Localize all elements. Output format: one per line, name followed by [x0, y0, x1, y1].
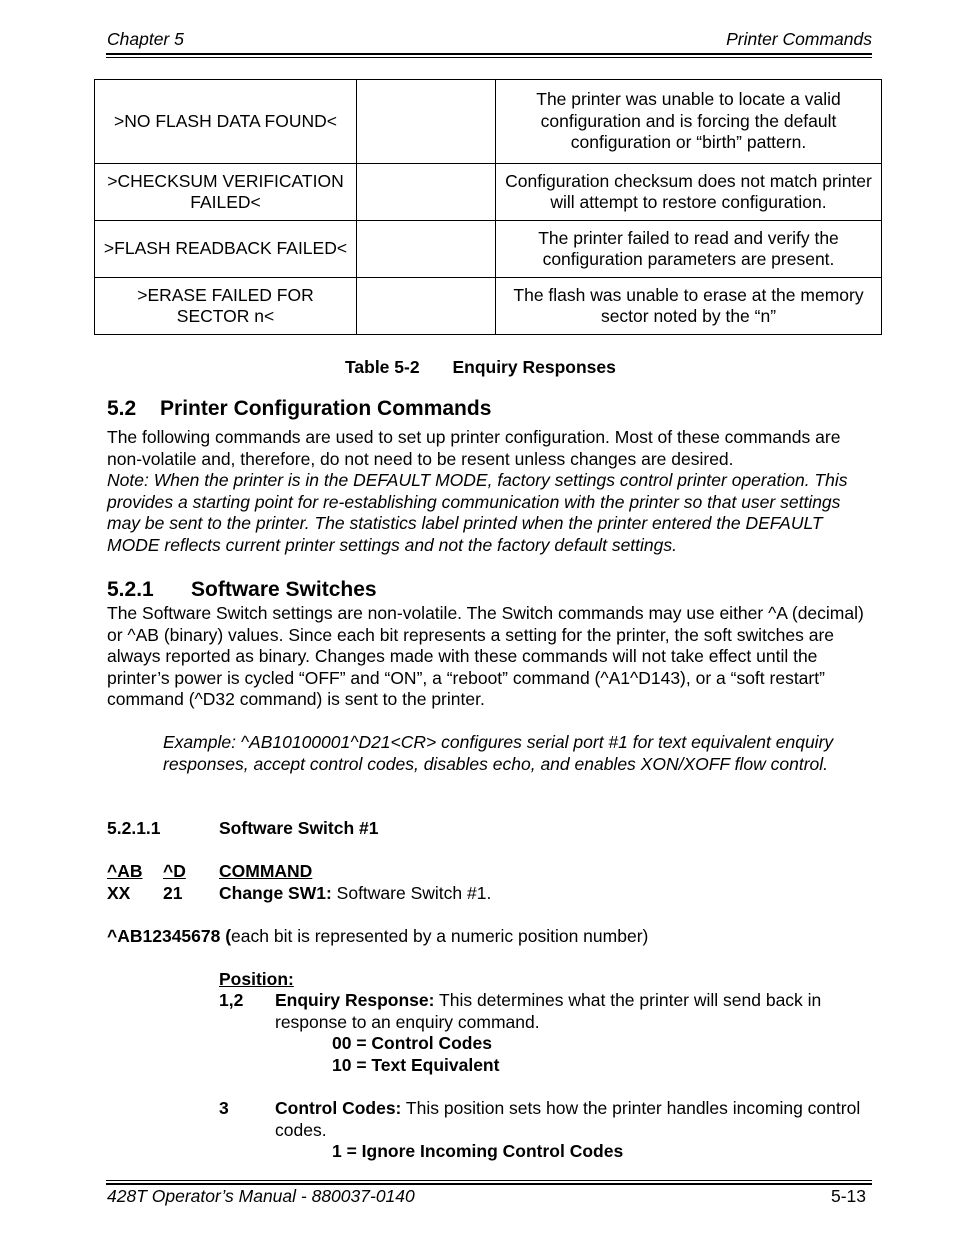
header-chapter: Chapter 5	[107, 29, 184, 49]
enquiry-responses-table	[94, 79, 882, 335]
bits-command: ^AB12345678 (	[107, 926, 232, 946]
footer-rule	[106, 1183, 872, 1185]
command-description: Software Switch #1.	[331, 883, 492, 903]
option-item: 1 = Ignore Incoming Control Codes	[332, 1141, 624, 1161]
section-title: Printer Configuration Commands	[160, 397, 492, 420]
position-description	[275, 1098, 865, 1141]
header-section-title: Printer Commands	[726, 29, 872, 49]
section-number: 5.2.1	[107, 578, 154, 601]
description-cell: The printer was unable to locate a valid configuration and is forcing the default configuration or “birth” pattern.	[496, 80, 882, 164]
table-row	[95, 164, 882, 221]
position-number: 1,2	[219, 990, 244, 1010]
description-cell: The printer failed to read and verify the configuration parameters are present.	[496, 221, 882, 278]
response-cell: >ERASE FAILED FOR SECTOR n<	[95, 278, 357, 335]
response-cell: >NO FLASH DATA FOUND<	[95, 80, 357, 164]
subsection-number: 5.2.1.1	[107, 818, 161, 838]
section-5-2-1-body: The Software Switch settings are non-volatile. The Switch commands may use either ^A (decimal) or ^AB (binary) values. Since each bit represents a setting for the printer, the soft switches are always reported as binary. Changes made with these commands will not take effect until the printer’s power is cycled “OFF” and “ON”, a “reboot” command (^A1^D143), or a “soft restart” command (^D32 command) is sent to the printer.	[107, 603, 864, 709]
code-cell	[357, 278, 496, 335]
code-cell	[357, 80, 496, 164]
page-number: 5-13	[830, 1186, 866, 1206]
position-text: This position sets how the printer handles incoming control codes.	[275, 1098, 861, 1140]
position-name: Enquiry Response:	[275, 990, 435, 1010]
footer-rule-thin	[106, 1180, 872, 1181]
example-text: Example: ^AB10100001^D21<CR> configures serial port #1 for text equivalent enquiry responses, accept control codes, disables echo, and enables XON/XOFF flow control.	[163, 732, 834, 774]
table-caption-title: Enquiry Responses	[452, 357, 616, 377]
response-cell: >FLASH READBACK FAILED<	[95, 221, 357, 278]
value-ab: XX	[107, 883, 131, 903]
section-heading-5-2-1	[107, 578, 377, 602]
code-cell	[357, 164, 496, 221]
command-name: Change SW1:	[219, 883, 332, 903]
option-item: 00 = Control Codes	[332, 1033, 492, 1053]
section-number: 5.2	[107, 397, 137, 420]
column-header-ab: ^AB	[107, 861, 143, 881]
position-label: Position:	[219, 969, 294, 989]
description-cell: The flash was unable to erase at the memory sector noted by the “n”	[496, 278, 882, 335]
column-header-command: COMMAND	[219, 861, 313, 881]
value-d: 21	[163, 883, 183, 903]
table-caption-number: Table 5-2	[345, 357, 420, 377]
response-cell: >CHECKSUM VERIFICATION FAILED<	[95, 164, 357, 221]
section-title: Software Switches	[191, 578, 377, 601]
section-heading-5-2	[107, 397, 491, 421]
code-cell	[357, 221, 496, 278]
section-5-2-note: Note: When the printer is in the DEFAULT MODE, factory settings control printer operation. This provides a starting point for re-establishing communication with the printer so that user settings may be sent to the printer. The statistics label printed when the printer entered the DEFAULT MODE reflects current printer settings and not the factory default settings.	[107, 470, 848, 555]
section-5-2-body: The following commands are used to set up printer configuration. Most of these commands are non-volatile and, therefore, do not need to be resent unless changes are desired.	[107, 427, 841, 469]
column-header-d: ^D	[163, 861, 186, 881]
header-rule-thin	[106, 57, 872, 58]
table-row	[95, 278, 882, 335]
description-cell: Configuration checksum does not match printer will attempt to restore configuration.	[496, 164, 882, 221]
command-line	[219, 883, 491, 904]
footer-manual-title: 428T Operator’s Manual - 880037-0140	[107, 1186, 415, 1206]
subsection-title: Software Switch #1	[219, 818, 379, 838]
table-row	[95, 221, 882, 278]
bits-line	[107, 926, 648, 947]
position-number: 3	[219, 1098, 229, 1118]
bits-description: each bit is represented by a numeric position number)	[231, 926, 649, 946]
table-row	[95, 80, 882, 164]
header-rule	[106, 53, 872, 55]
position-description	[275, 990, 875, 1033]
table-caption	[345, 357, 616, 378]
position-name: Control Codes:	[275, 1098, 402, 1118]
option-item: 10 = Text Equivalent	[332, 1055, 500, 1075]
position-text: This determines what the printer will send back in response to an enquiry command.	[275, 990, 822, 1032]
